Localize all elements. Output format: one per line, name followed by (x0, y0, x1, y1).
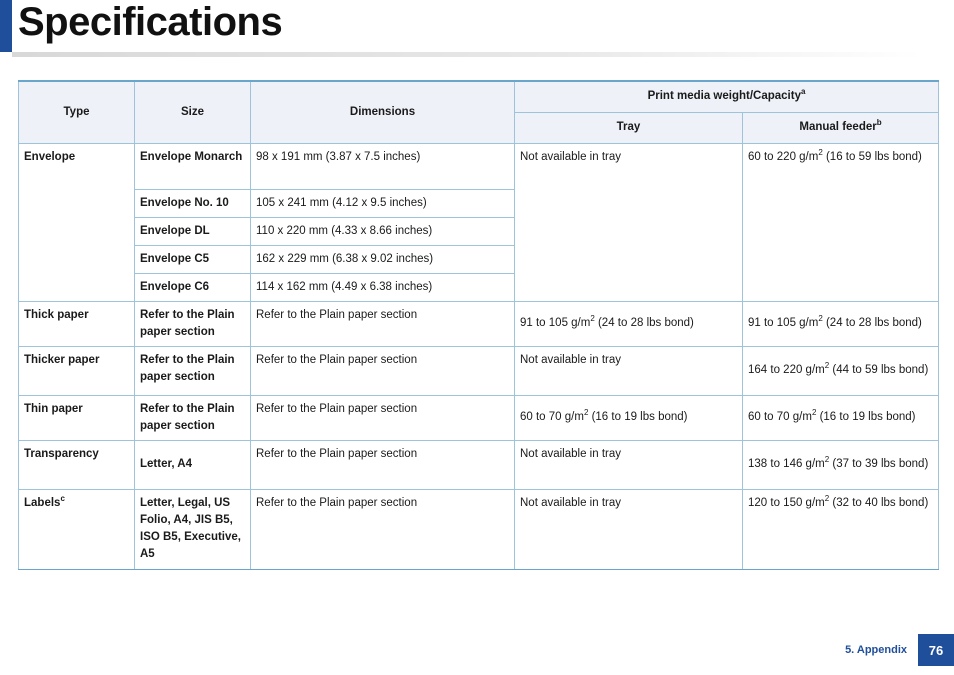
manual-value-bond: (16 to 59 lbs bond) (822, 150, 922, 163)
tray-value-bond: (24 to 28 lbs bond) (594, 317, 694, 329)
manual-value-bond: (16 to 19 lbs bond) (816, 411, 916, 423)
page-title: Specifications (18, 0, 283, 44)
tray-value: Not available in tray (520, 353, 621, 366)
tray-value: Not available in tray (520, 447, 621, 460)
header-dimensions: Dimensions (251, 81, 515, 143)
manual-value: 60 to 220 g/m (748, 150, 819, 163)
size-cell: Envelope C6 (135, 273, 251, 301)
size-cell: Refer to the Plain paper section (135, 346, 251, 395)
unit-exponent: 2 (590, 314, 595, 324)
dimensions-cell: Refer to the Plain paper section (251, 346, 515, 395)
unit-exponent: 2 (824, 493, 830, 503)
size-cell: Envelope No. 10 (135, 189, 251, 217)
type-cell (19, 489, 135, 569)
dimensions-cell: 98 x 191 mm (3.87 x 7.5 inches) (251, 143, 515, 189)
dimensions-cell: Refer to the Plain paper section (251, 395, 515, 440)
header-weight-capacity-label: Print media weight/Capacity (647, 90, 801, 103)
dimensions-cell: Refer to the Plain paper section (251, 301, 515, 346)
page-number: 76 (918, 634, 954, 666)
dimensions-cell: 162 x 229 mm (6.38 x 9.02 inches) (251, 245, 515, 273)
manual-value: 60 to 70 g/m (748, 411, 812, 423)
header-size: Size (135, 81, 251, 143)
type-cell: Thin paper (19, 395, 135, 440)
manual-value-bond: (37 to 39 lbs bond) (829, 458, 929, 470)
table-row (19, 489, 939, 569)
table-row (19, 395, 939, 440)
manual-value: 91 to 105 g/m (748, 317, 819, 329)
tray-cell (515, 346, 743, 395)
unit-exponent: 2 (811, 408, 817, 418)
manual-value: 120 to 150 g/m (748, 496, 825, 509)
footnote-b: b (876, 118, 882, 128)
dimensions-cell: Refer to the Plain paper section (251, 489, 515, 569)
tray-cell: Not available in tray (515, 489, 743, 569)
manual-feeder-cell (743, 143, 939, 301)
tray-cell (515, 301, 743, 346)
unit-exponent: 2 (824, 455, 830, 465)
dimensions-cell: 110 x 220 mm (4.33 x 8.66 inches) (251, 217, 515, 245)
manual-value: 138 to 146 g/m (748, 458, 825, 470)
manual-feeder-cell (743, 301, 939, 346)
header-type: Type (19, 81, 135, 143)
dimensions-cell: Refer to the Plain paper section (251, 440, 515, 489)
unit-exponent: 2 (583, 408, 589, 418)
tray-cell (515, 440, 743, 489)
unit-exponent: 2 (824, 361, 830, 371)
size-cell: Refer to the Plain paper section (135, 395, 251, 440)
specifications-table (18, 80, 939, 570)
table-row (19, 143, 939, 189)
footer-section-label: 5. Appendix (845, 644, 907, 656)
manual-value: 164 to 220 g/m (748, 364, 825, 376)
header-weight-capacity (515, 81, 939, 112)
table-row (19, 346, 939, 395)
header-tray: Tray (515, 112, 743, 143)
type-cell: Envelope (19, 143, 135, 301)
title-accent-bar (0, 0, 12, 52)
title-divider (12, 52, 922, 57)
manual-feeder-cell (743, 395, 939, 440)
size-cell: Letter, Legal, US Folio, A4, JIS B5, ISO B5, Executive, A5 (135, 489, 251, 569)
tray-value: 91 to 105 g/m (520, 317, 591, 329)
size-cell: Letter, A4 (135, 440, 251, 489)
table-row (19, 301, 939, 346)
dimensions-cell: 114 x 162 mm (4.49 x 6.38 inches) (251, 273, 515, 301)
manual-feeder-cell (743, 489, 939, 569)
type-label: Labels (24, 496, 61, 509)
size-cell: Envelope C5 (135, 245, 251, 273)
footnote-c: c (60, 493, 65, 503)
tray-cell: Not available in tray (515, 143, 743, 301)
manual-value-bond: (24 to 28 lbs bond) (822, 317, 922, 329)
unit-exponent: 2 (818, 147, 823, 157)
footnote-a: a (800, 87, 806, 97)
size-cell: Refer to the Plain paper section (135, 301, 251, 346)
manual-value-bond: (44 to 59 lbs bond) (829, 364, 929, 376)
type-cell: Thick paper (19, 301, 135, 346)
header-manual-feeder-label: Manual feeder (799, 121, 877, 133)
type-cell: Thicker paper (19, 346, 135, 395)
table-row (19, 440, 939, 489)
manual-feeder-cell (743, 440, 939, 489)
manual-value-bond: (32 to 40 lbs bond) (829, 496, 929, 509)
tray-value: 60 to 70 g/m (520, 411, 584, 423)
header-manual-feeder (743, 112, 939, 143)
size-cell: Envelope DL (135, 217, 251, 245)
manual-feeder-cell (743, 346, 939, 395)
tray-value-bond: (16 to 19 lbs bond) (588, 411, 688, 423)
dimensions-cell: 105 x 241 mm (4.12 x 9.5 inches) (251, 189, 515, 217)
unit-exponent: 2 (818, 314, 823, 324)
type-cell: Transparency (19, 440, 135, 489)
size-cell: Envelope Monarch (135, 143, 251, 189)
tray-cell (515, 395, 743, 440)
